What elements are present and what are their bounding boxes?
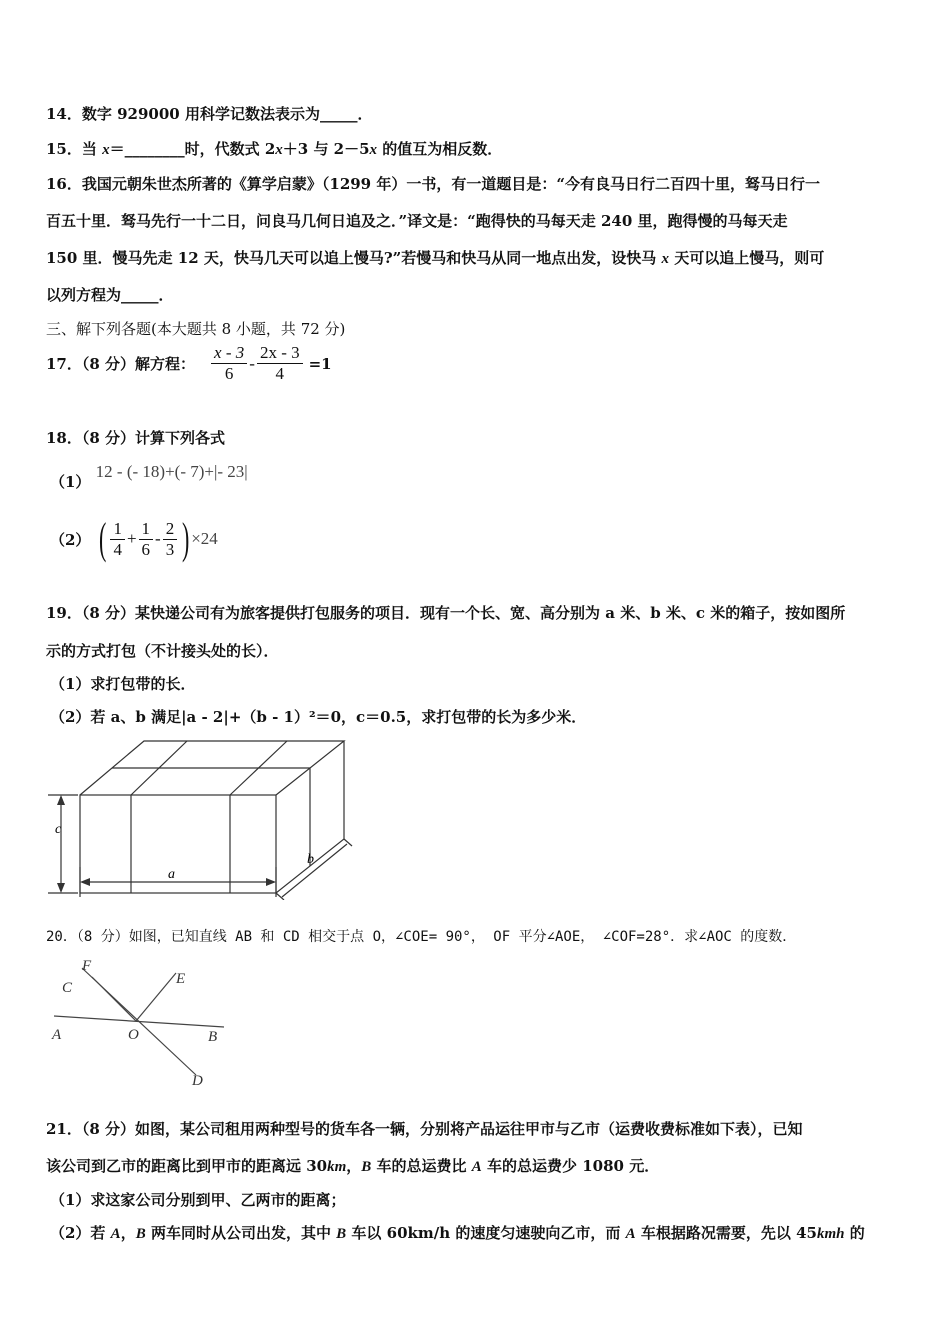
q18-frac-1 xyxy=(110,519,125,560)
q18-frac-3 xyxy=(163,519,178,560)
q18-left-paren: ( xyxy=(99,514,107,563)
q21-p2-B2: B xyxy=(336,1226,347,1242)
q21-p2-A2: A xyxy=(625,1226,636,1242)
q17-fraction-1 xyxy=(211,343,247,384)
q15-var3: x xyxy=(369,142,378,158)
q21-km: km xyxy=(327,1159,347,1175)
label-F: F xyxy=(82,958,92,974)
q18-f1-num: 1 xyxy=(110,519,125,540)
q17-frac2-num: 2x - 3 xyxy=(257,343,303,364)
q21-kmh: kmh xyxy=(816,1226,845,1242)
label-B: B xyxy=(208,1029,218,1045)
q15-middle2: ＋3 与 2－5 xyxy=(282,140,370,158)
question-16-line2: 百五十里．驽马先行一十二日，问良马几何日追及之．”译文是：“跑得快的马每天走 240 里，跑得慢的马每天走 xyxy=(46,212,788,230)
question-21-line1: 21．（8 分）如图，某公司租用两种型号的货车各一辆，分别将产品运往甲市与乙市（运费收费标准如下表），已知 xyxy=(46,1120,803,1138)
q17-fraction-2 xyxy=(257,343,303,384)
q18-times: ×24 xyxy=(191,529,218,548)
box-label-a: a xyxy=(168,867,175,882)
q21-p2a: （2）若 xyxy=(50,1224,111,1242)
q21-var-A: A xyxy=(471,1159,482,1175)
q17-label: 17．（8 分）解方程： xyxy=(46,355,196,373)
q21-var-B: B xyxy=(361,1159,372,1175)
q17-frac1-den: 6 xyxy=(224,364,234,383)
box-figure xyxy=(44,735,354,900)
q19-part-2: （2）若 a、b 满足|a - 2|+（b - 1）²＝0，c＝0.5，求打包带的长为多少米． xyxy=(50,708,587,726)
q18-f3-num: 2 xyxy=(163,519,178,540)
q17-rhs: =1 xyxy=(308,354,332,373)
q15-var: x xyxy=(102,142,110,158)
q18-plus: + xyxy=(126,529,137,548)
q21-line2b: ， xyxy=(346,1157,362,1175)
q17-frac1-num: x - 3 xyxy=(211,343,247,364)
q21-p2f: 的 xyxy=(844,1224,865,1242)
q16-line3a: 150 里．慢马先走 12 天，快马几天可以追上慢马?”若慢马和快马从同一地点出发，设快马 xyxy=(46,249,662,267)
q16-line3b: 天可以追上慢马，则可 xyxy=(669,249,825,267)
box-label-b: b xyxy=(307,852,314,867)
q21-p2-B: B xyxy=(135,1226,146,1242)
question-16-line4: 以列方程为_____． xyxy=(46,286,174,304)
label-E: E xyxy=(176,971,186,987)
question-20: 20．（8 分）如图，已知直线 AB 和 CD 相交于点 O，∠COE= 90°， OF 平分∠AOE， ∠COF=28°．求∠AOC 的度数． xyxy=(46,929,797,945)
q21-p2e: 车根据路况需要，先以 45 xyxy=(635,1224,817,1242)
question-21-line2 xyxy=(46,1155,659,1176)
label-C: C xyxy=(62,980,73,996)
q15-suffix: 的值互为相反数． xyxy=(377,140,503,158)
q15-prefix: 15．当 xyxy=(46,140,103,158)
angle-figure xyxy=(46,955,236,1090)
q18-f2-den: 6 xyxy=(141,539,151,559)
q18-right-paren: ) xyxy=(182,514,190,563)
q18-f2-num: 1 xyxy=(139,519,154,540)
box-label-c: c xyxy=(55,822,62,837)
q18-minus: - xyxy=(155,529,161,548)
q21-p2-A: A xyxy=(110,1226,121,1242)
q16-var: x xyxy=(661,251,669,267)
section-3-heading: 三、解下列各题(本大题共 8 小题，共 72 分) xyxy=(46,320,346,338)
q15-var2: x xyxy=(275,142,283,158)
q18-p2-label: （2） xyxy=(50,530,91,549)
q21-part-2 xyxy=(50,1222,865,1243)
question-16-line3 xyxy=(46,247,824,268)
q21-p2d: 车以 60km/h 的速度匀速驶向乙市，而 xyxy=(346,1224,626,1242)
q21-line2d: 车的总运费少 1080 元． xyxy=(481,1157,660,1175)
q18-frac-2 xyxy=(139,519,154,560)
q21-p2b: ， xyxy=(120,1224,136,1242)
q15-middle: ＝________时，代数式 2 xyxy=(109,140,276,158)
q18-p1-expression: 12 - (- 18)+(- 7)+|- 23| xyxy=(95,462,248,481)
q19-part-1: （1）求打包带的长． xyxy=(50,675,196,693)
q17-minus: - xyxy=(249,353,255,373)
label-D: D xyxy=(192,1073,203,1089)
question-16-line1: 16．我国元朝朱世杰所著的《算学启蒙》（1299 年）一书，有一道题目是：“今有良马日行二百四十里，驽马日行一 xyxy=(46,175,820,193)
q21-part-1: （1）求这家公司分别到甲、乙两市的距离； xyxy=(50,1191,346,1209)
question-19-line2: 示的方式打包（不计接头处的长）． xyxy=(46,642,279,660)
question-17 xyxy=(46,343,332,384)
q18-part-1 xyxy=(50,461,248,491)
q21-p2c: 两车同时从公司出发，其中 xyxy=(145,1224,337,1242)
q17-frac2-den: 4 xyxy=(275,364,285,383)
question-14: 14．数字 929000 用科学记数法表示为_____． xyxy=(46,105,373,123)
q18-f3-den: 3 xyxy=(165,539,175,559)
label-A: A xyxy=(52,1027,62,1043)
q21-line2c: 车的总运费比 xyxy=(371,1157,472,1175)
q18-f1-den: 4 xyxy=(113,539,122,559)
q18-p1-label: （1） xyxy=(50,473,91,491)
question-18: 18．（8 分）计算下列各式 xyxy=(46,429,226,447)
q18-part-2 xyxy=(50,514,218,563)
question-15 xyxy=(46,138,502,159)
question-19-line1: 19．（8 分）某快递公司有为旅客提供打包服务的项目．现有一个长、宽、高分别为 a 米、b 米、c 米的箱子，按如图所 xyxy=(46,604,846,622)
q21-line2a: 该公司到乙市的距离比到甲市的距离远 30 xyxy=(46,1157,328,1175)
label-O: O xyxy=(128,1027,139,1043)
